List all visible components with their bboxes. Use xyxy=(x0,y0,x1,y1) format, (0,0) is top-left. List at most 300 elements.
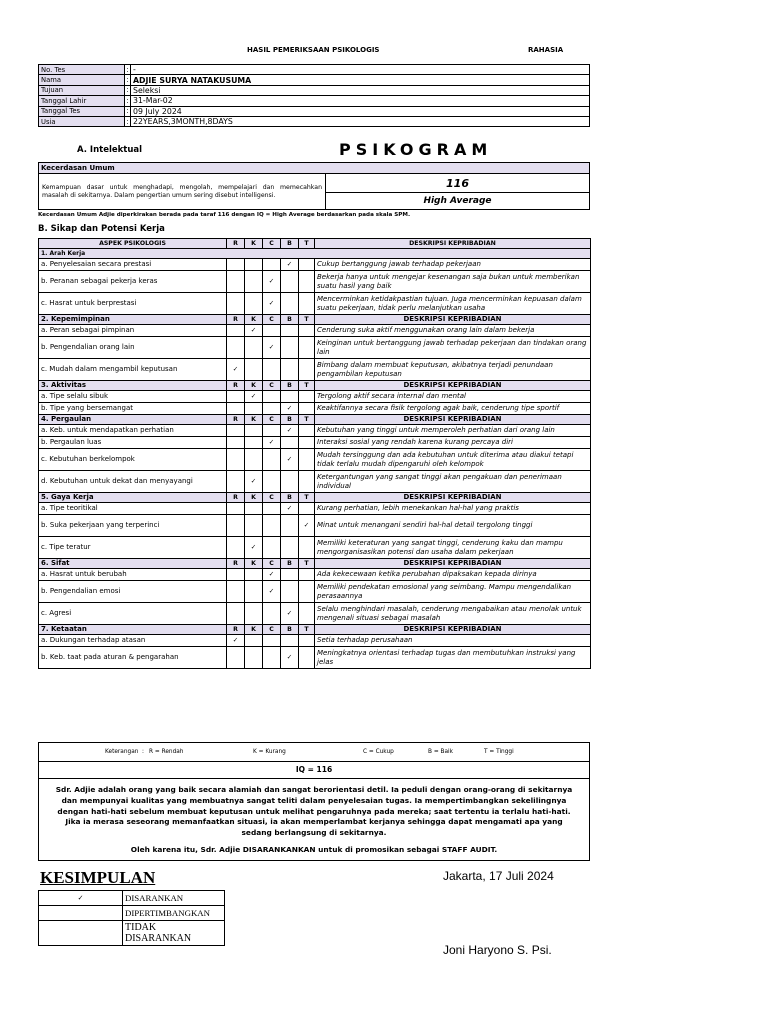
aspect-label: b. Pengendalian emosi xyxy=(39,581,227,603)
rating-cell-b xyxy=(281,403,299,415)
group-col-r: R xyxy=(227,493,245,503)
identity-value: 22YEARS,3MONTH,8DAYS xyxy=(131,116,590,126)
rating-cell-r xyxy=(227,425,245,437)
rating-cell-k xyxy=(245,471,263,493)
kesimpulan-checkbox xyxy=(39,906,123,921)
check-mark-icon: ✓ xyxy=(286,455,293,463)
aspect-row xyxy=(39,537,591,559)
aspect-description: Cenderung suka aktif menggunakan orang lain dalam bekerja xyxy=(315,325,591,337)
kesimpulan-title: KESIMPULAN xyxy=(40,868,156,887)
rating-cell-c xyxy=(263,325,281,337)
aspect-row xyxy=(39,635,591,647)
group-col-k: K xyxy=(245,381,263,391)
rating-cell-k xyxy=(245,391,263,403)
rating-cell-r xyxy=(227,293,245,315)
aspect-description: Bimbang dalam membuat keputusan, akibatnya terjadi penundaan pengambilan keputusan xyxy=(315,359,591,381)
rating-cell-t xyxy=(299,403,315,415)
aspect-label: a. Tipe selalu sibuk xyxy=(39,391,227,403)
rating-cell-t xyxy=(299,515,315,537)
rating-cell-t xyxy=(299,569,315,581)
rating-cell-r xyxy=(227,635,245,647)
rating-cell-k xyxy=(245,437,263,449)
aspect-description: Keinginan untuk bertanggung jawab terhadap pekerjaan dan tindakan orang lain xyxy=(315,337,591,359)
rating-cell-t xyxy=(299,337,315,359)
group-col-k: K xyxy=(245,493,263,503)
identity-label: Tanggal Tes xyxy=(39,106,125,116)
rating-cell-b xyxy=(281,603,299,625)
kecerdasan-description: Kemampuan dasar untuk menghadapi, mengolah, mempelajari dan memecahkan masalah di sekitarnya. Dalam pengertian umum sering disebut intelligensi. xyxy=(39,174,326,210)
group-title: 7. Ketaatan xyxy=(39,625,227,635)
group-col-k: K xyxy=(245,315,263,325)
psikogram-heading: PSIKOGRAM xyxy=(339,140,493,159)
rating-cell-t xyxy=(299,647,315,669)
aspect-label: b. Tipe yang bersemangat xyxy=(39,403,227,415)
group-title: 2. Kepemimpinan xyxy=(39,315,227,325)
rating-cell-c xyxy=(263,537,281,559)
aspect-label: b. Pengendalian orang lain xyxy=(39,337,227,359)
col-k-header: K xyxy=(245,239,263,249)
group-col-t: T xyxy=(299,315,315,325)
rating-cell-b xyxy=(281,359,299,381)
group-col-r: R xyxy=(227,381,245,391)
rating-cell-c xyxy=(263,259,281,271)
aspect-description: Mencerminkan ketidakpastian tujuan. Juga mencerminkan kepuasan dalam suatu pekerjaan, tidak perlu melanjutkan usaha xyxy=(315,293,591,315)
aspect-description: Memiliki pendekatan emosional yang seimbang. Mampu mengendalikan perasaannya xyxy=(315,581,591,603)
rating-cell-c xyxy=(263,647,281,669)
rating-cell-t xyxy=(299,359,315,381)
aspect-row xyxy=(39,391,591,403)
check-mark-icon: ✓ xyxy=(303,521,310,529)
identity-row xyxy=(39,75,590,85)
rating-cell-t xyxy=(299,503,315,515)
legend-c: C = Cukup xyxy=(363,749,394,755)
kesimpulan-option-label: DIPERTIMBANGKAN xyxy=(123,906,225,921)
rating-cell-b xyxy=(281,515,299,537)
summary-box xyxy=(38,742,590,861)
aspect-description: Ada kekecewaan ketika perubahan dipaksakan kepada dirinya xyxy=(315,569,591,581)
identity-separator: : xyxy=(126,65,129,74)
identity-value: ADJIE SURYA NATAKUSUMA xyxy=(131,75,590,85)
identity-value: - xyxy=(131,65,590,75)
aspect-description: Mudah tersinggung dan ada kebutuhan untuk diterima atau diakui tetapi tidak terlalu mudah dipengaruhi oleh kelompok xyxy=(315,449,591,471)
aspect-description: Minat untuk menangani sendiri hal-hal detail tergolong tinggi xyxy=(315,515,591,537)
aspect-row xyxy=(39,337,591,359)
identity-row xyxy=(39,96,590,106)
identity-label: Tujuan xyxy=(39,85,125,95)
aspect-label: c. Hasrat untuk berprestasi xyxy=(39,293,227,315)
group-desc-header: DESKRIPSI KEPRIBADIAN xyxy=(315,625,591,635)
signatory-name: Joni Haryono S. Psi. xyxy=(443,943,552,957)
check-mark-icon: ✓ xyxy=(232,636,239,644)
rating-cell-r xyxy=(227,449,245,471)
rating-cell-k xyxy=(245,503,263,515)
rating-cell-b xyxy=(281,325,299,337)
check-mark-icon: ✓ xyxy=(286,260,293,268)
identity-row xyxy=(39,85,590,95)
aspect-row xyxy=(39,359,591,381)
group-header-row xyxy=(39,415,591,425)
col-aspect-header: ASPEK PSIKOLOGIS xyxy=(39,239,227,249)
col-desc-header: DESKRIPSI KEPRIBADIAN xyxy=(315,239,591,249)
rating-cell-r xyxy=(227,391,245,403)
identity-value: 09 July 2024 xyxy=(131,106,590,116)
kesimpulan-checkbox xyxy=(39,921,123,946)
check-mark-icon: ✓ xyxy=(286,426,293,434)
group-col-b: B xyxy=(281,559,299,569)
aspect-label: c. Agresi xyxy=(39,603,227,625)
legend-b: B = Baik xyxy=(428,749,454,755)
rating-cell-r xyxy=(227,515,245,537)
iq-value: 116 xyxy=(326,174,590,193)
aspect-description: Setia terhadap perusahaan xyxy=(315,635,591,647)
identity-value: Seleksi xyxy=(131,85,590,95)
aspect-row xyxy=(39,437,591,449)
rating-cell-r xyxy=(227,271,245,293)
check-mark-icon: ✓ xyxy=(286,609,293,617)
check-mark-icon: ✓ xyxy=(268,438,275,446)
check-mark-icon: ✓ xyxy=(286,504,293,512)
report-title: HASIL PEMERIKSAAN PSIKOLOGIS xyxy=(247,46,380,54)
legend-t: T = Tinggi xyxy=(484,749,514,755)
rating-cell-t xyxy=(299,471,315,493)
aspect-label: b. Suka pekerjaan yang terperinci xyxy=(39,515,227,537)
identity-separator: : xyxy=(126,107,129,116)
group-desc-header: DESKRIPSI KEPRIBADIAN xyxy=(315,559,591,569)
aspect-row xyxy=(39,569,591,581)
rating-cell-r xyxy=(227,471,245,493)
aspect-label: b. Peranan sebagai pekerja keras xyxy=(39,271,227,293)
kecerdasan-note: Kecerdasan Umum Adjie diperkirakan berada pada taraf 116 dengan IQ = High Average berdasarkan pada skala SPM. xyxy=(38,212,411,218)
place-date: Jakarta, 17 Juli 2024 xyxy=(443,869,554,883)
check-mark-icon: ✓ xyxy=(268,299,275,307)
aspect-table xyxy=(38,238,591,669)
rating-cell-r xyxy=(227,537,245,559)
identity-label: Nama xyxy=(39,75,125,85)
aspect-description: Cukup bertanggung jawab terhadap pekerjaan xyxy=(315,259,591,271)
rating-cell-k xyxy=(245,325,263,337)
rating-cell-c xyxy=(263,425,281,437)
rating-cell-c xyxy=(263,449,281,471)
identity-table xyxy=(38,64,590,127)
check-mark-icon: ✓ xyxy=(268,587,275,595)
group-col-t: T xyxy=(299,493,315,503)
rating-cell-t xyxy=(299,293,315,315)
rating-cell-b xyxy=(281,537,299,559)
rating-cell-c xyxy=(263,403,281,415)
aspect-label: a. Keb. untuk mendapatkan perhatian xyxy=(39,425,227,437)
aspect-label: c. Mudah dalam mengambil keputusan xyxy=(39,359,227,381)
aspect-label: a. Tipe teoritikal xyxy=(39,503,227,515)
aspect-label: a. Penyelesaian secara prestasi xyxy=(39,259,227,271)
identity-row xyxy=(39,65,590,75)
rating-cell-k xyxy=(245,337,263,359)
rating-cell-t xyxy=(299,603,315,625)
check-mark-icon: ✓ xyxy=(286,404,293,412)
aspect-row xyxy=(39,293,591,315)
aspect-row xyxy=(39,403,591,415)
legend-row: Keterangan : R = Rendah K = Kurang C = Cukup B = Baik T = Tinggi xyxy=(39,743,589,762)
col-t-header: T xyxy=(299,239,315,249)
rating-cell-t xyxy=(299,537,315,559)
check-mark-icon: ✓ xyxy=(77,894,84,902)
identity-separator: : xyxy=(126,76,129,85)
identity-label: Usia xyxy=(39,116,125,126)
rating-cell-r xyxy=(227,569,245,581)
aspect-label: a. Dukungan terhadap atasan xyxy=(39,635,227,647)
group-col-r: R xyxy=(227,315,245,325)
group-col-r: R xyxy=(227,625,245,635)
group-col-c: C xyxy=(263,315,281,325)
check-mark-icon: ✓ xyxy=(268,277,275,285)
rating-cell-b xyxy=(281,635,299,647)
group-header-row xyxy=(39,249,591,259)
check-mark-icon: ✓ xyxy=(286,653,293,661)
col-c-header: C xyxy=(263,239,281,249)
aspect-description: Interaksi sosial yang rendah karena kurang percaya diri xyxy=(315,437,591,449)
legend-r: R = Rendah xyxy=(149,749,184,755)
aspect-row xyxy=(39,603,591,625)
group-col-c: C xyxy=(263,381,281,391)
rating-cell-b xyxy=(281,293,299,315)
rating-cell-c xyxy=(263,569,281,581)
rating-cell-k xyxy=(245,569,263,581)
group-col-k: K xyxy=(245,559,263,569)
rating-cell-c xyxy=(263,503,281,515)
kesimpulan-option-label: TIDAK DISARANKAN xyxy=(123,921,225,946)
rating-cell-c xyxy=(263,581,281,603)
aspect-label: c. Kebutuhan berkelompok xyxy=(39,449,227,471)
group-col-c: C xyxy=(263,559,281,569)
aspect-row xyxy=(39,449,591,471)
kecerdasan-title: Kecerdasan Umum xyxy=(39,163,590,174)
aspect-row xyxy=(39,503,591,515)
rating-cell-b xyxy=(281,259,299,271)
rating-cell-c xyxy=(263,359,281,381)
aspect-row xyxy=(39,259,591,271)
group-col-b: B xyxy=(281,493,299,503)
kesimpulan-option-row xyxy=(39,891,225,906)
rating-cell-b xyxy=(281,271,299,293)
rating-cell-c xyxy=(263,603,281,625)
aspect-description: Keaktifannya secara fisik tergolong agak baik, cenderung tipe sportif xyxy=(315,403,591,415)
section-a-title: A. Intelektual xyxy=(77,145,143,155)
rating-cell-r xyxy=(227,359,245,381)
table-header-row xyxy=(39,239,591,249)
rating-cell-t xyxy=(299,425,315,437)
group-header-row xyxy=(39,381,591,391)
rating-cell-k xyxy=(245,647,263,669)
group-col-b: B xyxy=(281,381,299,391)
group-title: 6. Sifat xyxy=(39,559,227,569)
rating-cell-c xyxy=(263,337,281,359)
group-col-t: T xyxy=(299,559,315,569)
group-title: 3. Aktivitas xyxy=(39,381,227,391)
group-desc-header: DESKRIPSI KEPRIBADIAN xyxy=(315,315,591,325)
group-col-t: T xyxy=(299,381,315,391)
aspect-row xyxy=(39,325,591,337)
group-col-c: C xyxy=(263,493,281,503)
group-col-b: B xyxy=(281,315,299,325)
identity-label: No. Tes xyxy=(39,65,125,75)
rating-cell-b xyxy=(281,647,299,669)
rating-cell-b xyxy=(281,471,299,493)
check-mark-icon: ✓ xyxy=(232,365,239,373)
summary-paragraph xyxy=(39,779,589,860)
iq-category: High Average xyxy=(326,193,590,210)
group-col-c: C xyxy=(263,625,281,635)
aspect-description: Tergolong aktif secara internal dan mental xyxy=(315,391,591,403)
aspect-description: Kebutuhan yang tinggi untuk memperoleh perhatian dari orang lain xyxy=(315,425,591,437)
group-col-t: T xyxy=(299,415,315,425)
check-mark-icon: ✓ xyxy=(268,570,275,578)
rating-cell-k xyxy=(245,259,263,271)
group-col-r: R xyxy=(227,559,245,569)
legend-label: Keterangan xyxy=(105,749,139,755)
check-mark-icon: ✓ xyxy=(250,477,257,485)
section-b-title: B. Sikap dan Potensi Kerja xyxy=(38,224,165,234)
rating-cell-b xyxy=(281,337,299,359)
aspect-description: Kurang perhatian, lebih menekankan hal-hal yang praktis xyxy=(315,503,591,515)
col-r-header: R xyxy=(227,239,245,249)
group-col-t: T xyxy=(299,625,315,635)
group-col-b: B xyxy=(281,415,299,425)
rating-cell-r xyxy=(227,581,245,603)
identity-label: Tanggal Lahir xyxy=(39,96,125,106)
rating-cell-r xyxy=(227,337,245,359)
rating-cell-t xyxy=(299,437,315,449)
iq-line: IQ = 116 xyxy=(39,762,589,779)
check-mark-icon: ✓ xyxy=(250,543,257,551)
kesimpulan-checkbox xyxy=(39,891,123,906)
aspect-label: b. Keb. taat pada aturan & pengarahan xyxy=(39,647,227,669)
aspect-row xyxy=(39,647,591,669)
rating-cell-t xyxy=(299,271,315,293)
identity-row xyxy=(39,116,590,126)
rating-cell-r xyxy=(227,259,245,271)
group-col-c: C xyxy=(263,415,281,425)
rating-cell-t xyxy=(299,259,315,271)
aspect-row xyxy=(39,515,591,537)
group-header-row xyxy=(39,559,591,569)
rating-cell-t xyxy=(299,325,315,337)
aspect-label: b. Pergaulan luas xyxy=(39,437,227,449)
aspect-label: a. Hasrat untuk berubah xyxy=(39,569,227,581)
rating-cell-k xyxy=(245,603,263,625)
group-col-r: R xyxy=(227,415,245,425)
group-header-row xyxy=(39,625,591,635)
rating-cell-r xyxy=(227,403,245,415)
rating-cell-t xyxy=(299,581,315,603)
aspect-label: d. Kebutuhan untuk dekat dan menyayangi xyxy=(39,471,227,493)
identity-row xyxy=(39,106,590,116)
group-desc-header: DESKRIPSI KEPRIBADIAN xyxy=(315,381,591,391)
rating-cell-k xyxy=(245,293,263,315)
rating-cell-c xyxy=(263,471,281,493)
check-mark-icon: ✓ xyxy=(250,392,257,400)
rating-cell-k xyxy=(245,359,263,381)
kesimpulan-option-row xyxy=(39,921,225,946)
aspect-description: Bekerja hanya untuk mengejar kesenangan saja bukan untuk memberikan suatu hasil yang baik xyxy=(315,271,591,293)
identity-separator: : xyxy=(126,117,129,126)
rating-cell-k xyxy=(245,581,263,603)
check-mark-icon: ✓ xyxy=(268,343,275,351)
rating-cell-k xyxy=(245,271,263,293)
rating-cell-k xyxy=(245,449,263,471)
identity-separator: : xyxy=(126,96,129,105)
rating-cell-r xyxy=(227,325,245,337)
identity-value: 31-Mar-02 xyxy=(131,96,590,106)
conclusion-text: Oleh karena itu, Sdr. Adjie DISARANKANKAN untuk di promosikan sebagai STAFF AUDIT. xyxy=(130,844,498,854)
identity-separator: : xyxy=(126,86,129,95)
rating-cell-b xyxy=(281,569,299,581)
rating-cell-b xyxy=(281,425,299,437)
aspect-description: Memiliki keteraturan yang sangat tinggi, cenderung kaku dan mampu mengorganisasikan potensi dan usaha dalam pekerjaan xyxy=(315,537,591,559)
group-title: 5. Gaya Kerja xyxy=(39,493,227,503)
col-b-header: B xyxy=(281,239,299,249)
group-col-k: K xyxy=(245,415,263,425)
kesimpulan-option-row xyxy=(39,906,225,921)
group-desc-header: DESKRIPSI KEPRIBADIAN xyxy=(315,415,591,425)
rating-cell-t xyxy=(299,391,315,403)
rating-cell-b xyxy=(281,449,299,471)
rating-cell-b xyxy=(281,437,299,449)
classification-label: RAHASIA xyxy=(528,46,564,54)
legend-k: K = Kurang xyxy=(253,749,286,755)
rating-cell-c xyxy=(263,635,281,647)
rating-cell-k xyxy=(245,635,263,647)
rating-cell-c xyxy=(263,293,281,315)
rating-cell-k xyxy=(245,537,263,559)
aspect-label: c. Tipe teratur xyxy=(39,537,227,559)
kecerdasan-table xyxy=(38,162,590,210)
group-col-k: K xyxy=(245,625,263,635)
rating-cell-b xyxy=(281,503,299,515)
aspect-row xyxy=(39,581,591,603)
group-header-row xyxy=(39,315,591,325)
rating-cell-c xyxy=(263,515,281,537)
aspect-label: a. Peran sebagai pimpinan xyxy=(39,325,227,337)
rating-cell-k xyxy=(245,403,263,415)
rating-cell-c xyxy=(263,391,281,403)
rating-cell-c xyxy=(263,271,281,293)
summary-text: Sdr. Adjie adalah orang yang baik secara alamiah dan sangat berorientasi detil. Ia peduli dengan orang-orang di sekitarnya dan mempunyai kualitas yang membuatnya sangat teliti dalam penyelesaian tugas. Ia mempertimbangkan sekelilingnya dengan hati-hati sebelum membuat keputusan untuk melihat pengaruhnya pada mereka; saat tertentu ia terlalu hati-hati. Jika ia merasa seseorang memanfaatkan situasi, ia akan memperlambat kerjanya sehingga dapat mengamati apa yang sedang berlangsung di sekitarnya. xyxy=(55,785,573,838)
group-title: 1. Arah Kerja xyxy=(39,249,591,259)
rating-cell-r xyxy=(227,437,245,449)
group-header-row xyxy=(39,493,591,503)
kesimpulan-option-label: DISARANKAN xyxy=(123,891,225,906)
rating-cell-r xyxy=(227,503,245,515)
rating-cell-b xyxy=(281,581,299,603)
aspect-row xyxy=(39,425,591,437)
rating-cell-k xyxy=(245,425,263,437)
rating-cell-r xyxy=(227,647,245,669)
group-col-b: B xyxy=(281,625,299,635)
aspect-row xyxy=(39,271,591,293)
rating-cell-r xyxy=(227,603,245,625)
kesimpulan-table xyxy=(38,890,225,946)
group-title: 4. Pergaulan xyxy=(39,415,227,425)
aspect-description: Ketergantungan yang sangat tinggi akan pengakuan dan penerimaan individual xyxy=(315,471,591,493)
rating-cell-c xyxy=(263,437,281,449)
aspect-description: Selalu menghindari masalah, cenderung mengabaikan atau menolak untuk mengenali situasi sebagai masalah xyxy=(315,603,591,625)
aspect-description: Meningkatnya orientasi terhadap tugas dan membutuhkan instruksi yang jelas xyxy=(315,647,591,669)
aspect-row xyxy=(39,471,591,493)
group-desc-header: DESKRIPSI KEPRIBADIAN xyxy=(315,493,591,503)
rating-cell-k xyxy=(245,515,263,537)
rating-cell-t xyxy=(299,635,315,647)
rating-cell-b xyxy=(281,391,299,403)
rating-cell-t xyxy=(299,449,315,471)
